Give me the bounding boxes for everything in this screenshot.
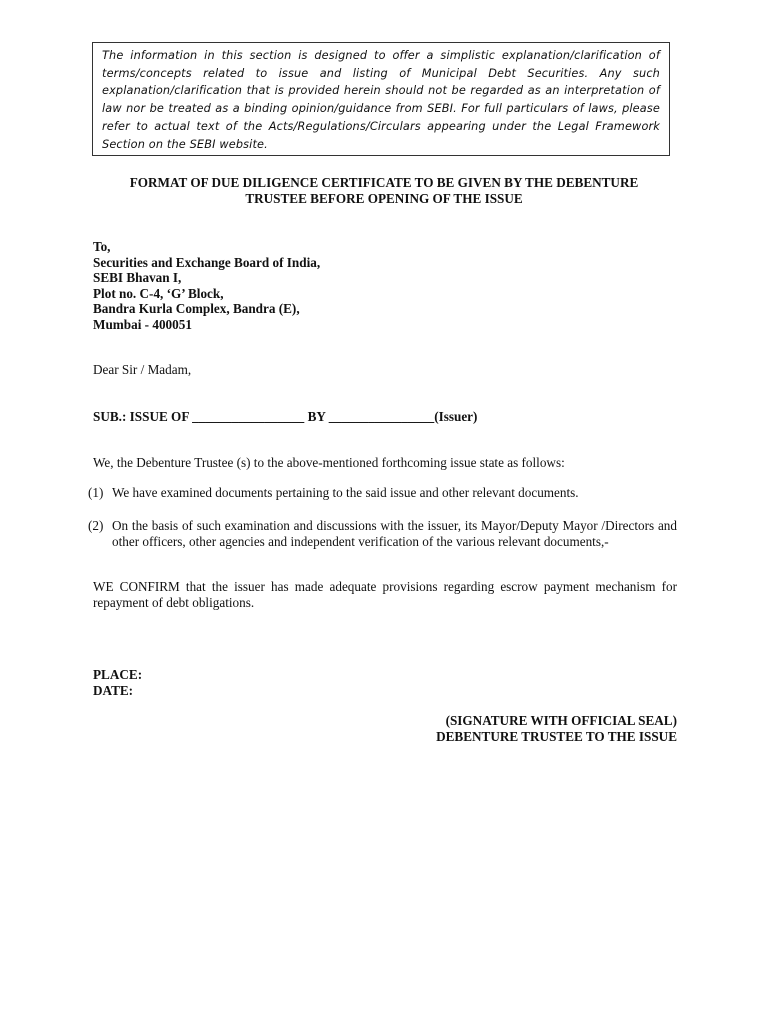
list-item-text: We have examined documents pertaining to the said issue and other relevant documents. <box>112 485 579 500</box>
intro-statement: We, the Debenture Trustee (s) to the above-mentioned forthcoming issue state as follows: <box>93 455 565 470</box>
address-line-1: Securities and Exchange Board of India, <box>93 254 321 270</box>
list-item <box>88 518 677 549</box>
address-line-2: SEBI Bhavan I, <box>93 270 182 286</box>
address-line-4: Bandra Kurla Complex, Bandra (E), <box>93 301 300 317</box>
signature-block <box>436 713 677 744</box>
confirmation-statement: WE CONFIRM that the issuer has made adequate provisions regarding escrow payment mechanism for repayment of debt obligations. <box>93 579 677 610</box>
place-date-block <box>93 667 142 698</box>
title-line-2: TRUSTEE BEFORE OPENING OF THE ISSUE <box>245 190 523 206</box>
address-line-5: Mumbai - 400051 <box>93 316 192 332</box>
list-item-number: (2) <box>88 518 104 533</box>
list-item-number: (1) <box>88 485 104 500</box>
disclaimer-box <box>92 42 670 156</box>
address-line-3: Plot no. C-4, ‘G’ Block, <box>93 285 224 301</box>
subject-line: SUB.: ISSUE OF _________________ BY ________________(Issuer) <box>93 409 478 424</box>
date-label: DATE: <box>93 682 134 698</box>
address-to: To, <box>93 239 111 254</box>
place-label: PLACE: <box>93 667 143 682</box>
salutation: Dear Sir / Madam, <box>93 362 192 377</box>
document-title <box>92 175 676 206</box>
list-item <box>88 485 677 501</box>
signature-line-1: (SIGNATURE WITH OFFICIAL SEAL) <box>445 713 677 728</box>
list-item-text: On the basis of such examination and discussions with the issuer, its Mayor/Deputy Mayor /Directors and other officers, other agencies and independent verification of the various relevant documents,- <box>112 518 677 549</box>
title-line-1: FORMAT OF DUE DILIGENCE CERTIFICATE TO BE GIVEN BY THE DEBENTURE <box>129 175 639 190</box>
recipient-address <box>93 239 320 333</box>
signature-line-2: DEBENTURE TRUSTEE TO THE ISSUE <box>436 728 677 744</box>
disclaimer-text: The information in this section is designed to offer a simplistic explanation/clarification of terms/concepts related to issue and listing of Municipal Debt Securities. Any such explanation/clarification that is provided herein should not be regarded as an interpretation of law nor be treated as a binding opinion/guidance from SEBI. For full particulars of laws, please refer to actual text of the Acts/Regulations/Circulars appearing under the Legal Framework Section on the SEBI website. <box>102 49 660 151</box>
